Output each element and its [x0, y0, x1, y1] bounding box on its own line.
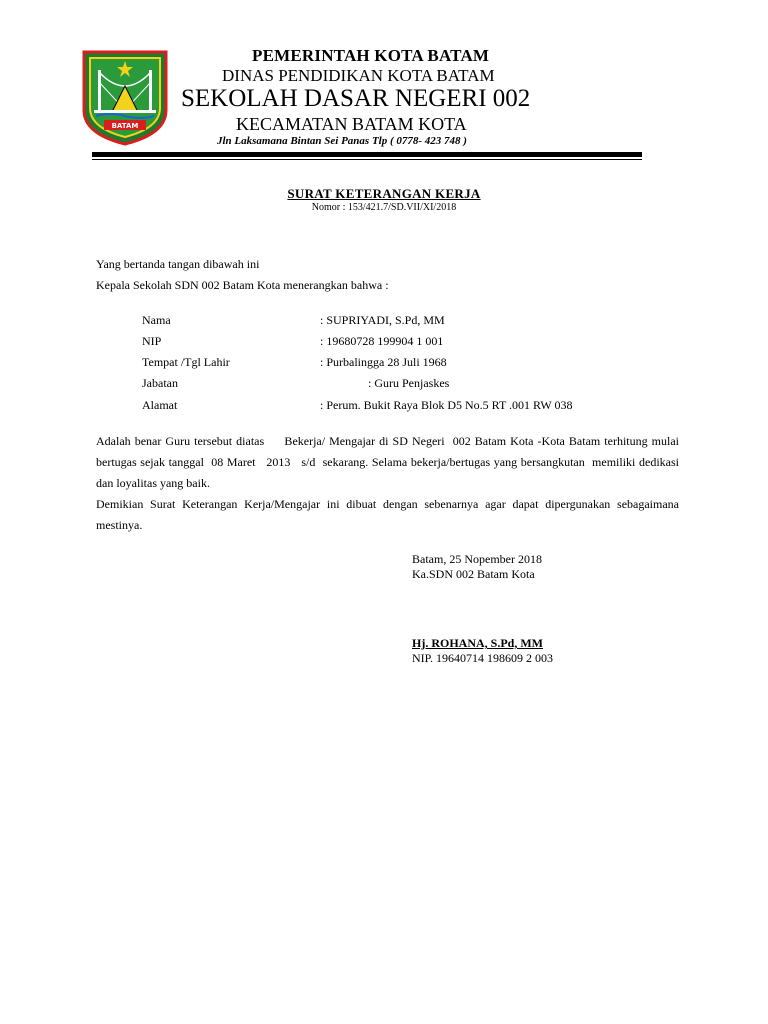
field-value-name: : SUPRIYADI, S.Pd, MM: [320, 313, 445, 327]
emblem-label: BATAM: [111, 122, 139, 130]
field-value-nip: : 19680728 199904 1 001: [320, 334, 444, 348]
field-label-birth: Tempat /Tgl Lahir: [142, 355, 230, 369]
body-paragraph-1: Adalah benar Guru tersebut diatas Bekerja/ Mengajar di SD Negeri 002 Batam Kota -Kota Batam terhitung mulai bertugas sejak tanggal 08 Maret 2013 s/d sekarang. Selama bekerja/bertugas yang bersangkutan memiliki dedikasi dan loyalitas yang baik.: [96, 434, 682, 490]
letterhead-school-name: SEKOLAH DASAR NEGERI 002: [181, 85, 531, 112]
document-number: Nomor : 153/421.7/SD.VII/XI/2018: [311, 202, 457, 213]
letterhead-department: DINAS PENDIDIKAN KOTA BATAM: [222, 66, 495, 85]
field-label-name: Nama: [142, 313, 171, 327]
field-label-address: Alamat: [142, 398, 178, 412]
letterhead-divider-thick: [92, 152, 642, 157]
signature-nip: NIP. 19640714 198609 2 003: [412, 651, 554, 665]
letterhead-address: Jln Laksamana Bintan Sei Panas Tlp ( 0778- 423 748 ): [217, 135, 467, 147]
letterhead-divider-thin: [92, 159, 642, 160]
field-label-position: Jabatan: [142, 376, 178, 390]
field-value-address: : Perum. Bukit Raya Blok D5 No.5 RT .001 RW 038: [320, 398, 573, 412]
body-paragraph-2: Demikian Surat Keterangan Kerja/Mengajar ini dibuat dengan sebenarnya agar dapat dipergunakan sebagaimana mestinya.: [96, 497, 679, 532]
intro-line-1: Yang bertanda tangan dibawah ini: [96, 257, 260, 271]
field-value-birth: : Purbalingga 28 Juli 1968: [320, 355, 447, 369]
emblem-icon: [80, 48, 170, 146]
field-value-position: : Guru Penjaskes: [368, 376, 450, 390]
letterhead-government: PEMERINTAH KOTA BATAM: [252, 46, 490, 65]
field-label-nip: NIP: [142, 334, 162, 348]
signature-position: Ka.SDN 002 Batam Kota: [412, 567, 535, 581]
signature-place-date: Batam, 25 Nopember 2018: [412, 552, 542, 566]
signature-name: Hj. ROHANA, S.Pd, MM: [412, 636, 543, 650]
letterhead-district: KECAMATAN BATAM KOTA: [236, 114, 467, 134]
document-title: SURAT KETERANGAN KERJA: [287, 186, 481, 201]
intro-line-2: Kepala Sekolah SDN 002 Batam Kota menerangkan bahwa :: [96, 278, 389, 292]
batam-city-emblem: [80, 48, 170, 146]
